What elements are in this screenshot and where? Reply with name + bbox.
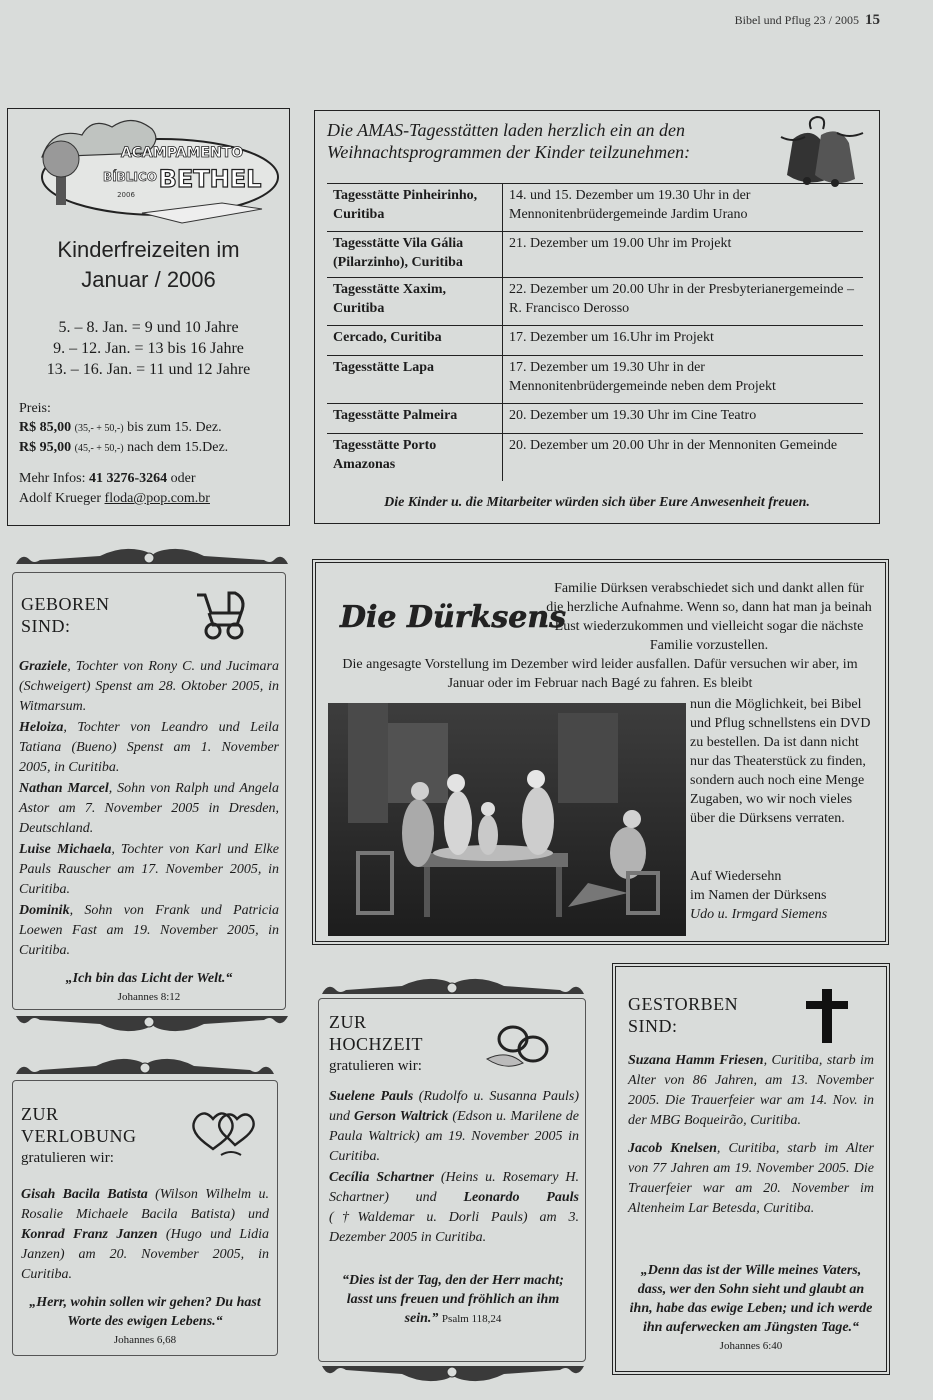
entry-text: (Hugo und Lidia Janzen) am 20. November 2005, in Curitiba.: [21, 1227, 269, 1282]
duerksens-paragraph-1: Familie Dürksen verabschiedet sich und dankt allen für die herzliche Aufnahme. Wenn so, dann hat man ja beinah Lust wiederzukommen und vielleicht sogar die nächste Familie vorzustellen.: [546, 581, 872, 653]
entry-text: , Tochter von Karl und Elke Pauls Rauscher am 17. November 2005, in Curitiba.: [19, 842, 279, 897]
entry-text: , Curitiba, starb im Alter von 77 Jahren am 19. November 2005. Die Trauerfeier war am 20. November im Altenheim Lar Betesda, Curitiba.: [628, 1141, 875, 1216]
age-line: 9. – 12. Jan. = 13 bis 16 Jahre: [53, 340, 244, 357]
table-cell-place: Tagesstätte Vila Gália (Pilarzinho), Curitiba: [327, 232, 503, 277]
table-cell-time: 14. und 15. Dezember um 19.30 Uhr in der Mennonitenbrüdergemeinde Jardim Urano: [509, 188, 751, 222]
list-item: [19, 901, 279, 961]
entry-name: Jacob Knelsen: [628, 1141, 717, 1156]
list-item: [21, 1185, 269, 1285]
entry-name: Luise Michaela: [19, 842, 112, 857]
subtitle: gratulieren wir:: [329, 1058, 422, 1074]
amas-footer: Die Kinder u. die Mitarbeiter würden sich über Eure Anwesenheit freuen.: [384, 495, 810, 510]
quote-text: „Denn das ist der Wille meines Vaters, dass, wer den Sohn sieht und glaubt an ihn, habe das ewige Leben; und ich werde ihn auferwecken am Jüngsten Tage.“: [629, 1263, 873, 1335]
baby-carriage-icon: [193, 589, 249, 641]
age-line: 13. – 16. Jan. = 11 und 12 Jahre: [46, 361, 251, 378]
entry-name: Nathan Marcel: [19, 781, 109, 796]
entry-text: , Tochter von Leandro und Leila Tatiana (Bueno) Spenst am 1. November 2005, in Curitiba.: [19, 720, 279, 775]
title-line-1: Kinderfreizeiten im: [57, 237, 240, 262]
info-suffix: oder: [170, 471, 196, 486]
table-cell-place: Tagesstätte Lapa: [327, 356, 503, 403]
list-item: [628, 1051, 874, 1131]
hochzeit-section: [318, 998, 586, 1362]
quote-text: “Dies ist der Tag, den der Herr macht; lasst uns freuen und fröhlich an ihm sein.”: [342, 1273, 564, 1326]
list-item: [19, 657, 279, 717]
camp-logo-year: 2006: [117, 191, 135, 199]
contact-name: Adolf Krueger: [19, 491, 102, 506]
list-item: [628, 1139, 874, 1219]
entry-name: Heloiza: [19, 720, 64, 735]
hochzeit-title: [329, 1011, 423, 1077]
table-row: [327, 183, 863, 231]
duerksens-box: [315, 562, 886, 942]
table-cell-time: 17. Dezember um 19.30 Uhr in der Mennonitenbrüdergemeinde neben dem Projekt: [509, 360, 776, 394]
table-cell-place: Tagesstätte Pinheirinho, Curitiba: [327, 184, 503, 231]
amas-box: [314, 110, 880, 524]
duerksens-paragraph-2: Die angesagte Vorstellung im Dezember wird leider ausfallen. Dafür versuchen wir aber, im Januar oder im Februar nach Bagé zu fahren. Es bleibt: [342, 657, 858, 691]
duerksens-closing: [690, 867, 880, 924]
title-line-1: ZUR: [329, 1012, 367, 1032]
kinderfreizeiten-box: [7, 108, 290, 526]
gestorben-quote: [628, 1261, 874, 1356]
list-item: [19, 779, 279, 839]
entry-name: Dominik: [19, 903, 70, 918]
entry-text: (Rudolfo u. Susanna Pauls) und: [329, 1089, 579, 1124]
verlobung-quote: [21, 1293, 269, 1350]
contact-email-link[interactable]: floda@pop.com.br: [104, 491, 210, 506]
contact-phone: 41 3276-3264: [89, 471, 168, 486]
list-item: [19, 718, 279, 778]
ornament-divider: [12, 1012, 286, 1032]
age-line: 5. – 8. Jan. = 9 und 10 Jahre: [58, 319, 239, 336]
quote-text: „Herr, wohin sollen wir gehen? Du hast Worte des ewigen Lebens.“: [29, 1295, 261, 1329]
price-2: R$ 95,00: [19, 440, 72, 455]
duerksens-paragraph-3: nun die Möglichkeit, bei Bibel und Pflug schnellstens ein DVD zu bestellen. Da ist dann nicht nur das Theaterstück zu finden, sondern auch noch eine Menge Zugaben, wo wir noch vieles über die Dürksens verraten.: [690, 697, 871, 826]
quote-reference: Johannes 6:40: [719, 1340, 783, 1352]
cross-icon: [802, 985, 852, 1045]
page-number: 15: [865, 12, 880, 28]
entry-text: (Edson u. Marilene de Paula Waltrick) am 19. November 2005 in Curitiba.: [329, 1109, 579, 1164]
title-line-2: Januar / 2006: [81, 267, 216, 292]
entry-name: Graziele: [19, 659, 68, 674]
table-cell-place: Tagesstätte Porto Amazonas: [327, 434, 503, 481]
list-item: [19, 840, 279, 900]
table-cell-place: Cercado, Curitiba: [327, 326, 503, 355]
table-row: [327, 231, 863, 277]
closing-line: Auf Wiedersehn: [690, 869, 782, 884]
subtitle: gratulieren wir:: [21, 1150, 114, 1166]
table-cell-place: Tagesstätte Xaxim, Curitiba: [327, 278, 503, 325]
ornament-divider: [318, 1362, 586, 1382]
entry-text: (Heins u. Rosemary H. Schartner) und: [329, 1170, 579, 1205]
kinderfreizeiten-title: [8, 235, 289, 295]
table-row: [327, 355, 863, 403]
entry-name: Gisah Bacila Batista: [21, 1187, 148, 1202]
gestorben-box: [615, 966, 887, 1372]
title-line-1: ZUR: [21, 1104, 59, 1124]
entry-text: , Sohn von Frank und Patricia Loewen Fast am 19. November 2005, in Curitiba.: [19, 903, 279, 958]
table-cell-time: 17. Dezember um 16.Uhr im Projekt: [509, 330, 714, 345]
price-info: [19, 399, 228, 458]
wedding-entries: [329, 1087, 579, 1249]
entry-text: , Tochter von Rony C. und Jucimara (Schweigert) Spenst am 28. Oktober 2005, in Witmarsum.: [19, 659, 279, 714]
table-cell-time: 20. Dezember um 20.00 Uhr in der Mennoniten Gemeinde: [509, 438, 838, 453]
entry-name: Suzana Hamm Friesen: [628, 1053, 764, 1068]
title-line-2: SIND:: [21, 616, 71, 636]
hochzeit-quote: [331, 1271, 575, 1329]
list-item: [329, 1087, 579, 1167]
title-line-2: HOCHZEIT: [329, 1034, 423, 1054]
svg-text:Die Dürksens: Die Dürksens: [340, 600, 567, 635]
title-line-2: SIND:: [628, 1016, 678, 1036]
hearts-icon: [185, 1105, 265, 1165]
amas-title: Die AMAS-Tagesstätten laden herzlich ein an den Weihnachtsprogrammen der Kinder teilzunehmen:: [327, 120, 691, 162]
geboren-quote: [19, 969, 279, 1007]
camp-logo-line3: BETHEL: [158, 165, 262, 193]
price-label: Preis:: [19, 401, 51, 416]
entry-name: Cecília Schartner: [329, 1170, 434, 1185]
entry-name: Konrad Franz Janzen: [21, 1227, 158, 1242]
camp-logo-line1: ACAMPAMENTO: [120, 145, 244, 161]
camp-logo-line2: BÍBLICO: [103, 170, 157, 184]
page-header: [600, 12, 880, 29]
verlobung-title: [21, 1103, 137, 1169]
price-line-1: [19, 418, 228, 438]
price-line-2: [19, 438, 228, 458]
publication-name: Bibel und Pflug 23 / 2005: [734, 13, 859, 27]
entry-text: , Sohn von Ralph und Angela Astor am 7. November 2005 in Dresden, Deutschland.: [19, 781, 279, 836]
price-2-deadline: nach dem 15.Dez.: [127, 440, 229, 455]
table-cell-time: 21. Dezember um 19.00 Uhr im Projekt: [509, 236, 732, 251]
table-row: [327, 403, 863, 433]
closing-signature: Udo u. Irmgard Siemens: [690, 907, 828, 922]
table-row: [327, 325, 863, 355]
title-line-1: GESTORBEN: [628, 994, 739, 1014]
quote-reference: Psalm 118,24: [441, 1313, 502, 1325]
title-line-2: VERLOBUNG: [21, 1126, 137, 1146]
price-1-deadline: bis zum 15. Dez.: [127, 420, 222, 435]
entry-name: Suelene Pauls: [329, 1089, 414, 1104]
quote-reference: Johannes 8:12: [117, 991, 181, 1003]
table-cell-time: 20. Dezember um 19.30 Uhr im Cine Teatro: [509, 408, 757, 423]
ornament-divider: [12, 548, 286, 568]
table-cell-place: Tagesstätte Palmeira: [327, 404, 503, 433]
birth-entries: [19, 657, 279, 962]
geboren-title: [21, 593, 110, 637]
geboren-section: [12, 572, 286, 1010]
price-2-breakdown: (45,- + 50,-): [74, 443, 124, 454]
table-row: [327, 277, 863, 325]
duerksens-logo: [338, 591, 567, 637]
price-1-breakdown: (35,- + 50,-): [74, 423, 124, 434]
contact-info: [19, 469, 210, 509]
camp-logo: [22, 117, 278, 229]
entry-name: Gerson Waltrick: [353, 1109, 449, 1124]
entry-text: , Curitiba, starb im Alter von 86 Jahren, am 13. November 2005. Die Trauerfeier war am 14. Nov. in der MBG Boqueirão, Curitiba.: [628, 1053, 874, 1128]
death-entries: [628, 1051, 874, 1220]
ornament-divider: [318, 978, 586, 998]
gestorben-title: [628, 993, 738, 1037]
table-row: [327, 433, 863, 481]
age-schedule: [8, 317, 289, 380]
entry-text: (†Waldemar u. Dorli Pauls) am 3. Dezember 2005 in Curitiba.: [329, 1210, 579, 1245]
table-cell-time: 22. Dezember um 20.00 Uhr in der Presbyterianergemeinde – R. Francisco Derosso: [509, 282, 854, 316]
info-prefix: Mehr Infos:: [19, 471, 86, 486]
price-1: R$ 85,00: [19, 420, 72, 435]
amas-schedule-table: [327, 183, 863, 481]
entry-name: Leonardo Pauls: [463, 1190, 579, 1205]
wedding-rings-icon: [483, 1019, 559, 1071]
verlobung-section: [12, 1080, 278, 1356]
ornament-divider: [12, 1058, 278, 1078]
closing-line: im Namen der Dürksens: [690, 888, 827, 903]
quote-reference: Johannes 6,68: [113, 1334, 177, 1346]
entry-text: (Wilson Wilhelm u. Rosalie Michaele Bacila Batista) und: [21, 1187, 269, 1222]
quote-text: „Ich bin das Licht der Welt.“: [65, 971, 233, 986]
engagement-entries: [21, 1185, 269, 1286]
list-item: [329, 1168, 579, 1248]
title-line-1: GEBOREN: [21, 594, 110, 614]
theater-photo: [328, 703, 686, 936]
